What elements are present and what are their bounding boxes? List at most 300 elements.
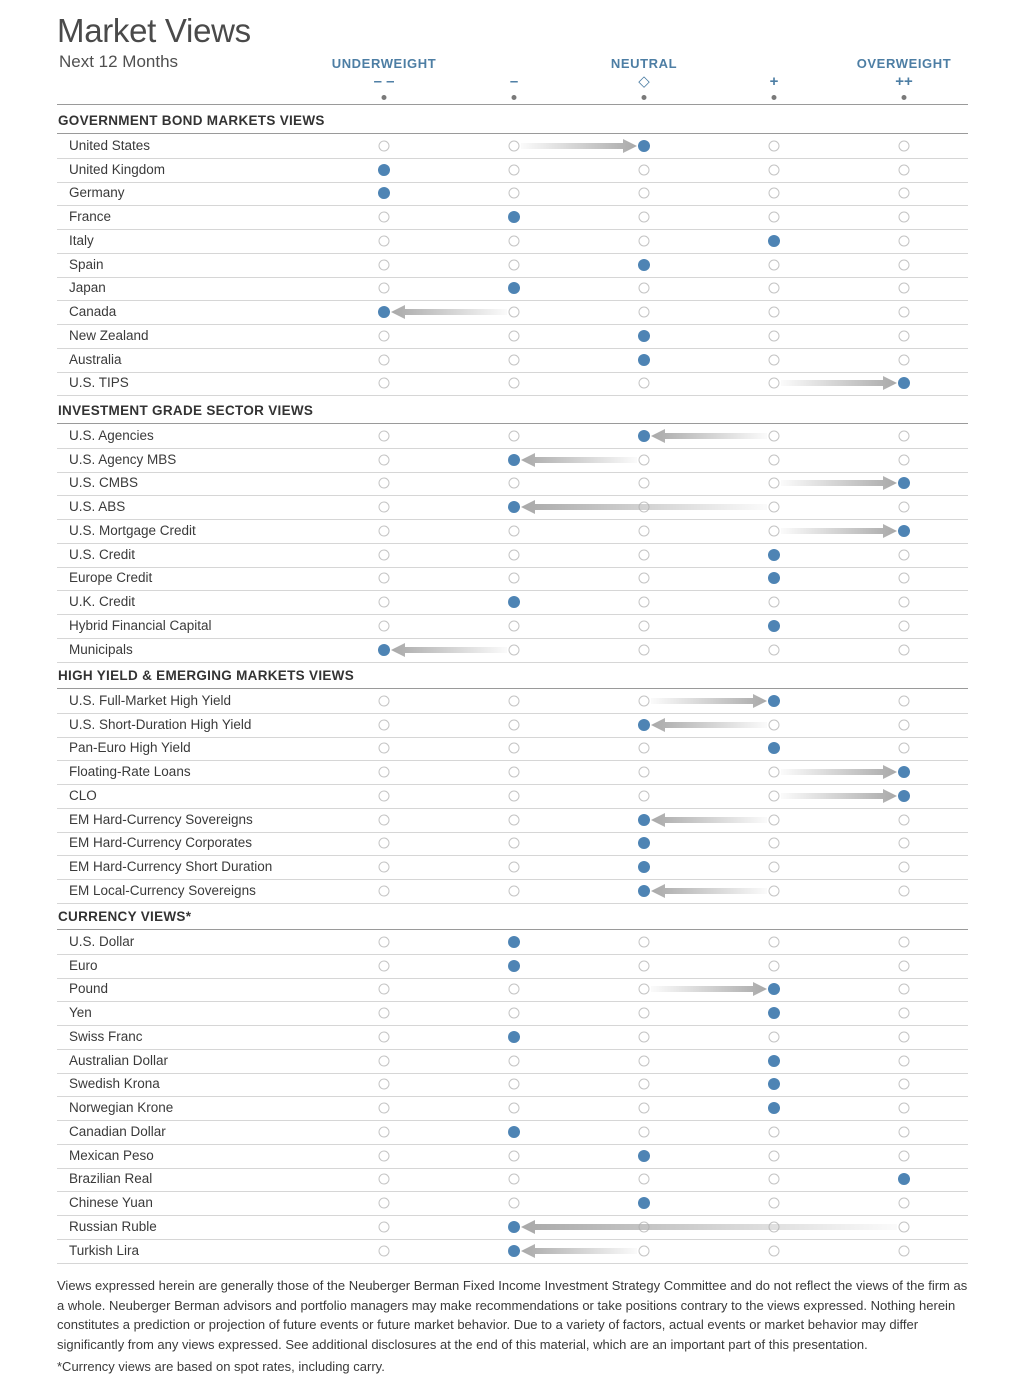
empty-position-circle bbox=[639, 1008, 650, 1019]
row-divider bbox=[57, 472, 968, 473]
empty-position-circle bbox=[639, 1245, 650, 1256]
row-label: U.K. Credit bbox=[69, 594, 136, 610]
empty-position-circle bbox=[509, 478, 520, 489]
row-label: U.S. Agencies bbox=[69, 427, 154, 443]
empty-position-circle bbox=[379, 620, 390, 631]
change-arrow bbox=[651, 694, 767, 708]
empty-position-circle bbox=[899, 235, 910, 246]
row-divider bbox=[57, 229, 968, 230]
empty-position-circle bbox=[769, 454, 780, 465]
empty-position-circle bbox=[899, 430, 910, 441]
empty-position-circle bbox=[899, 1126, 910, 1137]
row-divider bbox=[57, 372, 968, 373]
empty-position-circle bbox=[899, 549, 910, 560]
empty-position-circle bbox=[769, 354, 780, 365]
row-label: Norwegian Krone bbox=[69, 1100, 174, 1116]
page-title: Market Views bbox=[57, 12, 251, 49]
current-view-dot bbox=[508, 454, 520, 466]
empty-position-circle bbox=[379, 354, 390, 365]
empty-position-circle bbox=[899, 984, 910, 995]
row-divider bbox=[57, 1049, 968, 1050]
empty-position-circle bbox=[899, 1079, 910, 1090]
change-arrow-shape bbox=[521, 139, 637, 153]
current-view-dot bbox=[768, 1055, 780, 1067]
empty-position-circle bbox=[899, 188, 910, 199]
empty-position-circle bbox=[769, 814, 780, 825]
section-title: HIGH YIELD & EMERGING MARKETS VIEWS bbox=[58, 668, 355, 683]
change-arrow-shape bbox=[651, 429, 767, 443]
empty-position-circle bbox=[639, 525, 650, 536]
row-label: EM Hard-Currency Corporates bbox=[69, 835, 253, 851]
scale-dot-4 bbox=[772, 95, 777, 100]
current-view-dot bbox=[638, 719, 650, 731]
current-view-dot bbox=[768, 1102, 780, 1114]
empty-position-circle bbox=[769, 1245, 780, 1256]
empty-position-circle bbox=[899, 212, 910, 223]
row-label: EM Hard-Currency Sovereigns bbox=[69, 811, 253, 827]
empty-position-circle bbox=[379, 1150, 390, 1161]
empty-position-circle bbox=[899, 283, 910, 294]
empty-position-circle bbox=[639, 283, 650, 294]
current-view-dot bbox=[898, 477, 910, 489]
row-divider bbox=[57, 737, 968, 738]
empty-position-circle bbox=[379, 573, 390, 584]
empty-position-circle bbox=[639, 1079, 650, 1090]
change-arrow-shape bbox=[651, 813, 767, 827]
empty-position-circle bbox=[509, 885, 520, 896]
row-label: Mexican Peso bbox=[69, 1147, 154, 1163]
change-arrow-shape bbox=[521, 1220, 897, 1234]
empty-position-circle bbox=[769, 188, 780, 199]
empty-position-circle bbox=[379, 597, 390, 608]
empty-position-circle bbox=[379, 790, 390, 801]
empty-position-circle bbox=[509, 354, 520, 365]
empty-position-circle bbox=[769, 140, 780, 151]
empty-position-circle bbox=[509, 549, 520, 560]
empty-position-circle bbox=[639, 549, 650, 560]
empty-position-circle bbox=[379, 140, 390, 151]
empty-position-circle bbox=[769, 644, 780, 655]
empty-position-circle bbox=[769, 767, 780, 778]
empty-position-circle bbox=[769, 1174, 780, 1185]
change-arrow bbox=[651, 813, 767, 827]
row-label: U.S. Short-Duration High Yield bbox=[69, 716, 252, 732]
row-label: U.S. Credit bbox=[69, 546, 136, 562]
row-label: Canadian Dollar bbox=[69, 1123, 166, 1139]
empty-position-circle bbox=[769, 1126, 780, 1137]
empty-position-circle bbox=[899, 354, 910, 365]
scale-symbol-double-plus: ++ bbox=[895, 73, 913, 90]
row-divider bbox=[57, 903, 968, 904]
empty-position-circle bbox=[509, 984, 520, 995]
empty-position-circle bbox=[379, 1079, 390, 1090]
row-label: Turkish Lira bbox=[69, 1242, 140, 1258]
empty-position-circle bbox=[379, 695, 390, 706]
empty-position-circle bbox=[899, 695, 910, 706]
empty-position-circle bbox=[509, 1079, 520, 1090]
section-divider bbox=[57, 133, 968, 134]
empty-position-circle bbox=[639, 307, 650, 318]
current-view-dot bbox=[638, 814, 650, 826]
row-divider bbox=[57, 760, 968, 761]
scale-label-underweight: UNDERWEIGHT bbox=[331, 56, 437, 71]
empty-position-circle bbox=[899, 644, 910, 655]
current-view-dot bbox=[898, 377, 910, 389]
row-label: New Zealand bbox=[69, 327, 149, 343]
empty-position-circle bbox=[769, 478, 780, 489]
change-arrow bbox=[391, 305, 507, 319]
row-divider bbox=[57, 1120, 968, 1121]
scale-dot-1 bbox=[382, 95, 387, 100]
empty-position-circle bbox=[379, 984, 390, 995]
empty-position-circle bbox=[769, 1198, 780, 1209]
row-divider bbox=[57, 1001, 968, 1002]
empty-position-circle bbox=[379, 1031, 390, 1042]
empty-position-circle bbox=[899, 838, 910, 849]
empty-position-circle bbox=[639, 644, 650, 655]
current-view-dot bbox=[638, 885, 650, 897]
empty-position-circle bbox=[639, 767, 650, 778]
current-view-dot bbox=[508, 282, 520, 294]
empty-position-circle bbox=[509, 1008, 520, 1019]
empty-position-circle bbox=[509, 378, 520, 389]
empty-position-circle bbox=[379, 212, 390, 223]
empty-position-circle bbox=[509, 1150, 520, 1161]
empty-position-circle bbox=[769, 212, 780, 223]
change-arrow-shape bbox=[391, 305, 507, 319]
current-view-dot bbox=[508, 960, 520, 972]
scale-dot-3 bbox=[642, 95, 647, 100]
current-view-dot bbox=[898, 525, 910, 537]
header-divider bbox=[57, 104, 968, 105]
current-view-dot bbox=[898, 766, 910, 778]
change-arrow bbox=[651, 884, 767, 898]
current-view-dot bbox=[508, 936, 520, 948]
empty-position-circle bbox=[379, 478, 390, 489]
current-view-dot bbox=[378, 164, 390, 176]
change-arrow-shape bbox=[391, 643, 507, 657]
row-divider bbox=[57, 590, 968, 591]
empty-position-circle bbox=[509, 188, 520, 199]
empty-position-circle bbox=[379, 525, 390, 536]
empty-position-circle bbox=[899, 1008, 910, 1019]
empty-position-circle bbox=[509, 1103, 520, 1114]
empty-position-circle bbox=[769, 430, 780, 441]
empty-position-circle bbox=[769, 525, 780, 536]
row-divider bbox=[57, 1096, 968, 1097]
current-view-dot bbox=[508, 1221, 520, 1233]
empty-position-circle bbox=[899, 862, 910, 873]
change-arrow-shape bbox=[781, 476, 897, 490]
row-label: Europe Credit bbox=[69, 570, 153, 586]
row-divider bbox=[57, 395, 968, 396]
current-view-dot bbox=[898, 790, 910, 802]
empty-position-circle bbox=[639, 1126, 650, 1137]
row-divider bbox=[57, 448, 968, 449]
row-label: CLO bbox=[69, 787, 97, 803]
empty-position-circle bbox=[509, 862, 520, 873]
row-divider bbox=[57, 205, 968, 206]
scale-label-neutral: NEUTRAL bbox=[610, 56, 678, 71]
current-view-dot bbox=[638, 354, 650, 366]
row-divider bbox=[57, 182, 968, 183]
current-view-dot bbox=[638, 1197, 650, 1209]
row-divider bbox=[57, 1144, 968, 1145]
empty-position-circle bbox=[509, 743, 520, 754]
change-arrow-shape bbox=[521, 1244, 637, 1258]
empty-position-circle bbox=[379, 378, 390, 389]
row-label: United Kingdom bbox=[69, 161, 166, 177]
change-arrow bbox=[781, 524, 897, 538]
row-divider bbox=[57, 1073, 968, 1074]
empty-position-circle bbox=[509, 140, 520, 151]
row-label: U.S. Full-Market High Yield bbox=[69, 692, 232, 708]
row-divider bbox=[57, 832, 968, 833]
empty-position-circle bbox=[899, 502, 910, 513]
empty-position-circle bbox=[899, 454, 910, 465]
row-label: Spain bbox=[69, 256, 104, 272]
section-title: CURRENCY VIEWS* bbox=[58, 909, 192, 924]
empty-position-circle bbox=[379, 862, 390, 873]
current-view-dot bbox=[768, 742, 780, 754]
empty-position-circle bbox=[769, 862, 780, 873]
change-arrow-shape bbox=[781, 765, 897, 779]
empty-position-circle bbox=[509, 259, 520, 270]
row-divider bbox=[57, 808, 968, 809]
row-divider bbox=[57, 567, 968, 568]
scale-label-overweight: OVERWEIGHT bbox=[856, 56, 952, 71]
change-arrow-shape bbox=[651, 694, 767, 708]
current-view-dot bbox=[638, 861, 650, 873]
row-divider bbox=[57, 277, 968, 278]
row-divider bbox=[57, 253, 968, 254]
change-arrow bbox=[521, 1220, 897, 1234]
empty-position-circle bbox=[509, 838, 520, 849]
row-divider bbox=[57, 638, 968, 639]
empty-position-circle bbox=[769, 283, 780, 294]
row-label: Germany bbox=[69, 185, 125, 201]
row-label: Pound bbox=[69, 981, 109, 997]
empty-position-circle bbox=[379, 743, 390, 754]
empty-position-circle bbox=[509, 573, 520, 584]
change-arrow bbox=[781, 376, 897, 390]
empty-position-circle bbox=[379, 1221, 390, 1232]
row-label: U.S. CMBS bbox=[69, 475, 139, 491]
row-divider bbox=[57, 784, 968, 785]
empty-position-circle bbox=[379, 1055, 390, 1066]
empty-position-circle bbox=[899, 814, 910, 825]
row-label: Canada bbox=[69, 304, 117, 320]
change-arrow bbox=[391, 643, 507, 657]
row-label: Australia bbox=[69, 351, 122, 367]
row-label: Municipals bbox=[69, 641, 133, 657]
empty-position-circle bbox=[769, 838, 780, 849]
empty-position-circle bbox=[379, 1008, 390, 1019]
empty-position-circle bbox=[769, 790, 780, 801]
empty-position-circle bbox=[769, 378, 780, 389]
row-label: Yen bbox=[69, 1005, 92, 1021]
empty-position-circle bbox=[379, 838, 390, 849]
section-title: INVESTMENT GRADE SECTOR VIEWS bbox=[58, 403, 314, 418]
empty-position-circle bbox=[509, 164, 520, 175]
empty-position-circle bbox=[509, 695, 520, 706]
empty-position-circle bbox=[379, 549, 390, 560]
current-view-dot bbox=[768, 1078, 780, 1090]
current-view-dot bbox=[508, 1031, 520, 1043]
empty-position-circle bbox=[639, 212, 650, 223]
empty-position-circle bbox=[639, 695, 650, 706]
empty-position-circle bbox=[509, 644, 520, 655]
empty-position-circle bbox=[769, 960, 780, 971]
empty-position-circle bbox=[899, 743, 910, 754]
row-divider bbox=[57, 713, 968, 714]
current-view-dot bbox=[898, 1173, 910, 1185]
scale-symbol-double-minus: – – bbox=[373, 73, 395, 90]
row-label: Swedish Krona bbox=[69, 1076, 160, 1092]
empty-position-circle bbox=[379, 502, 390, 513]
empty-position-circle bbox=[379, 454, 390, 465]
empty-position-circle bbox=[509, 1055, 520, 1066]
empty-position-circle bbox=[639, 1103, 650, 1114]
empty-position-circle bbox=[899, 259, 910, 270]
current-view-dot bbox=[768, 620, 780, 632]
empty-position-circle bbox=[639, 573, 650, 584]
change-arrow bbox=[781, 476, 897, 490]
empty-position-circle bbox=[379, 330, 390, 341]
empty-position-circle bbox=[899, 885, 910, 896]
current-view-dot bbox=[508, 211, 520, 223]
section-title: GOVERNMENT BOND MARKETS VIEWS bbox=[58, 113, 325, 128]
row-divider bbox=[57, 855, 968, 856]
scale-dot-2 bbox=[512, 95, 517, 100]
current-view-dot bbox=[768, 983, 780, 995]
current-view-dot bbox=[638, 1150, 650, 1162]
row-label: Japan bbox=[69, 280, 106, 296]
empty-position-circle bbox=[509, 814, 520, 825]
empty-position-circle bbox=[639, 936, 650, 947]
empty-position-circle bbox=[899, 164, 910, 175]
row-divider bbox=[57, 954, 968, 955]
row-label: Australian Dollar bbox=[69, 1052, 169, 1068]
empty-position-circle bbox=[899, 307, 910, 318]
disclaimer-text: Views expressed herein are generally those of the Neuberger Berman Fixed Income Investment Strategy Committee and do not reflect the views of the firm as a whole. Neuberger Berman advisors and portfolio managers may make recommendations or take positions contrary to the views expressed. Nothing herein constitutes a prediction or projection of future events or future market behavior. Due to a variety of factors, actual events or market behavior may differ significantly from any views expressed. See additional disclosures at the end of this material, which are an important part of this presentation. bbox=[57, 1278, 968, 1352]
row-label: Brazilian Real bbox=[69, 1171, 153, 1187]
empty-position-circle bbox=[769, 936, 780, 947]
row-divider bbox=[57, 1239, 968, 1240]
row-label: U.S. Mortgage Credit bbox=[69, 522, 196, 538]
row-label: U.S. TIPS bbox=[69, 375, 129, 391]
row-label: Russian Ruble bbox=[69, 1218, 157, 1234]
empty-position-circle bbox=[899, 1055, 910, 1066]
empty-position-circle bbox=[639, 620, 650, 631]
current-view-dot bbox=[768, 1007, 780, 1019]
change-arrow-shape bbox=[781, 789, 897, 803]
current-view-dot bbox=[508, 501, 520, 513]
change-arrow-shape bbox=[521, 500, 767, 514]
current-view-dot bbox=[638, 430, 650, 442]
change-arrow bbox=[651, 429, 767, 443]
row-label: Hybrid Financial Capital bbox=[69, 617, 212, 633]
page-subtitle: Next 12 Months bbox=[59, 52, 179, 71]
change-arrow bbox=[521, 453, 637, 467]
row-divider bbox=[57, 1191, 968, 1192]
empty-position-circle bbox=[379, 1126, 390, 1137]
empty-position-circle bbox=[769, 597, 780, 608]
change-arrow-shape bbox=[651, 718, 767, 732]
empty-position-circle bbox=[769, 1031, 780, 1042]
row-divider bbox=[57, 495, 968, 496]
empty-position-circle bbox=[769, 259, 780, 270]
empty-position-circle bbox=[639, 454, 650, 465]
current-view-dot bbox=[638, 837, 650, 849]
change-arrow bbox=[521, 500, 767, 514]
change-arrow-shape bbox=[781, 524, 897, 538]
empty-position-circle bbox=[639, 790, 650, 801]
empty-position-circle bbox=[639, 1031, 650, 1042]
row-label: Pan-Euro High Yield bbox=[69, 740, 191, 756]
current-view-dot bbox=[508, 1126, 520, 1138]
current-view-dot bbox=[768, 549, 780, 561]
empty-position-circle bbox=[769, 502, 780, 513]
scale-symbol-minus: – bbox=[509, 73, 519, 90]
row-divider bbox=[57, 614, 968, 615]
empty-position-circle bbox=[899, 330, 910, 341]
current-view-dot bbox=[638, 140, 650, 152]
empty-position-circle bbox=[639, 597, 650, 608]
empty-position-circle bbox=[379, 1245, 390, 1256]
empty-position-circle bbox=[639, 960, 650, 971]
empty-position-circle bbox=[899, 573, 910, 584]
empty-position-circle bbox=[379, 259, 390, 270]
current-view-dot bbox=[768, 235, 780, 247]
empty-position-circle bbox=[379, 885, 390, 896]
empty-position-circle bbox=[379, 283, 390, 294]
current-view-dot bbox=[378, 644, 390, 656]
empty-position-circle bbox=[509, 1198, 520, 1209]
empty-position-circle bbox=[509, 719, 520, 730]
empty-position-circle bbox=[769, 885, 780, 896]
current-view-dot bbox=[768, 695, 780, 707]
empty-position-circle bbox=[509, 767, 520, 778]
row-divider bbox=[57, 324, 968, 325]
row-label: France bbox=[69, 209, 112, 225]
change-arrow bbox=[651, 718, 767, 732]
empty-position-circle bbox=[379, 1103, 390, 1114]
empty-position-circle bbox=[899, 719, 910, 730]
empty-position-circle bbox=[509, 307, 520, 318]
empty-position-circle bbox=[899, 597, 910, 608]
row-divider bbox=[57, 300, 968, 301]
empty-position-circle bbox=[379, 960, 390, 971]
row-label: Euro bbox=[69, 957, 98, 973]
empty-position-circle bbox=[639, 1174, 650, 1185]
row-divider bbox=[57, 1263, 968, 1264]
empty-position-circle bbox=[639, 188, 650, 199]
row-divider bbox=[57, 879, 968, 880]
row-label: Swiss Franc bbox=[69, 1028, 143, 1044]
empty-position-circle bbox=[379, 936, 390, 947]
scale-symbol-plus: + bbox=[769, 73, 779, 90]
empty-position-circle bbox=[509, 620, 520, 631]
empty-position-circle bbox=[379, 767, 390, 778]
empty-position-circle bbox=[379, 1174, 390, 1185]
change-arrow bbox=[521, 139, 637, 153]
change-arrow-shape bbox=[781, 376, 897, 390]
current-view-dot bbox=[378, 187, 390, 199]
section-divider bbox=[57, 423, 968, 424]
row-divider bbox=[57, 978, 968, 979]
current-view-dot bbox=[378, 306, 390, 318]
